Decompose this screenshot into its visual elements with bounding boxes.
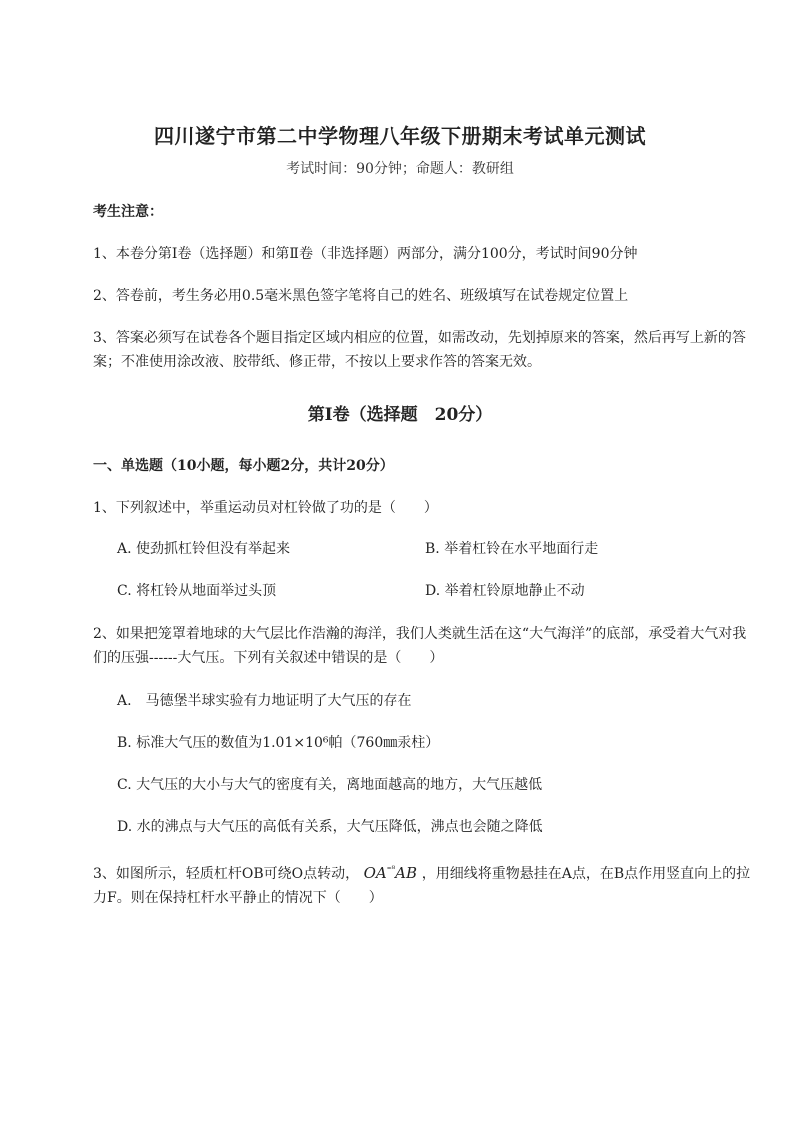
formula-right: AB bbox=[395, 864, 417, 882]
page-subtitle: 考试时间：90分钟；命题人：教研组 bbox=[286, 161, 514, 177]
question-2-stem: 2、如果把笼罩着地球的大气层比作浩瀚的海洋，我们人类就生活在这“大气海洋”的底部，承受着大气对我们的压强------大气压。下列有关叙述中错误的是（ ） bbox=[93, 626, 747, 666]
question-1-stem: 1、下列叙述中，举重运动员对杠铃做了功的是（ ） bbox=[93, 500, 438, 516]
question-1-option-a: A. 使劲抓杠铃但没有举起来 bbox=[117, 541, 291, 557]
question-3-stem bbox=[93, 858, 753, 910]
page-title: 四川遂宁市第二中学物理八年级下册期末考试单元测试 bbox=[154, 124, 646, 148]
section-title: 第I卷（选择题 20分） bbox=[307, 405, 493, 425]
question-3-stem-part-1: 3、如图所示，轻质杠杆OB可绕O点转动， bbox=[93, 866, 360, 882]
formula-left: OA bbox=[363, 864, 387, 882]
notice-heading: 考生注意： bbox=[93, 204, 163, 220]
question-1-option-b: B. 举着杠铃在水平地面行走 bbox=[425, 541, 599, 557]
question-2-option-b: B. 标准大气压的数值为1.01×10⁶帕（760㎜汞柱） bbox=[117, 735, 440, 751]
formula-symbol: ⁼⁸ bbox=[386, 865, 396, 875]
question-1-option-c: C. 将杠铃从地面举过头顶 bbox=[117, 583, 277, 599]
part-heading: 一、单选题（10小题，每小题2分，共计20分） bbox=[93, 458, 394, 474]
question-2-option-d: D. 水的沸点与大气压的高低有关系，大气压降低，沸点也会随之降低 bbox=[117, 819, 543, 835]
notice-item-3: 3、答案必须写在试卷各个题目指定区域内相应的位置，如需改动，先划掉原来的答案，然后再写上新的答案；不准使用涂改液、胶带纸、修正带，不按以上要求作答的答案无效。 bbox=[93, 330, 746, 370]
question-3-stem-part-2: ，用细线将重物悬挂在A点，在B点作用竖直向上的拉力F。则在保持杠杆水平静止的情况下（ ） bbox=[93, 866, 751, 906]
question-2-option-a: A. 马德堡半球实验有力地证明了大气压的存在 bbox=[117, 693, 412, 709]
question-1-option-d: D. 举着杠铃原地静止不动 bbox=[425, 583, 585, 599]
notice-item-1: 1、本卷分第I卷（选择题）和第Ⅱ卷（非选择题）两部分，满分100分，考试时间90分钟 bbox=[93, 246, 638, 262]
question-3-formula bbox=[364, 864, 422, 882]
notice-item-2: 2、答卷前，考生务必用0.5毫米黑色签字笔将自己的姓名、班级填写在试卷规定位置上 bbox=[93, 288, 629, 304]
question-2-option-c: C. 大气压的大小与大气的密度有关，离地面越高的地方，大气压越低 bbox=[117, 777, 543, 793]
